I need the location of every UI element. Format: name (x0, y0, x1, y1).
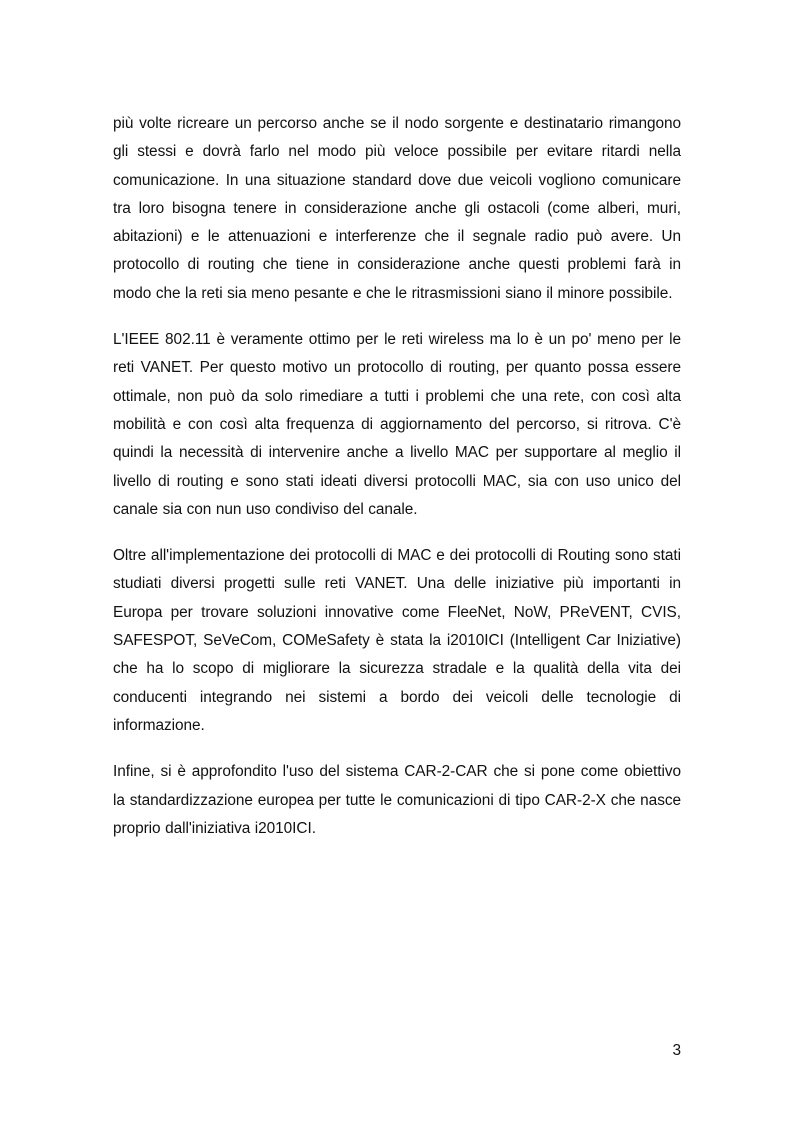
paragraph-3: Oltre all'implementazione dei protocolli di MAC e dei protocolli di Routing sono stati studiati diversi progetti sulle reti VANET. Una delle iniziative più importanti in Europa per trovare soluzioni innovative come FleeNet, NoW, PReVENT, CVIS, SAFESPOT, SeVeCom, COMeSafety è stata la i2010ICI (Intelligent Car Iniziative) che ha lo scopo di migliorare la sicurezza stradale e la qualità della vita dei conducenti integrando nei sistemi a bordo dei veicoli delle tecnologie di informazione. (113, 547, 681, 734)
paragraph-1: più volte ricreare un percorso anche se il nodo sorgente e destinatario rimangono gli stessi e dovrà farlo nel modo più veloce possibile per evitare ritardi nella comunicazione. In una situazione standard dove due veicoli vogliono comunicare tra loro bisogna tenere in considerazione anche gli ostacoli (come alberi, muri, abitazioni) e le attenuazioni e interferenze che il segnale radio può avere. Un protocollo di routing che tiene in considerazione anche questi problemi farà in modo che la reti sia meno pesante e che le ritrasmissioni siano il minore possibile. (113, 115, 681, 302)
paragraph-4: Infine, si è approfondito l'uso del sistema CAR-2-CAR che si pone come obiettivo la standardizzazione europea per tutte le comunicazioni di tipo CAR-2-X che nasce proprio dall'iniziativa i2010ICI. (113, 763, 681, 837)
paragraph-2: L'IEEE 802.11 è veramente ottimo per le reti wireless ma lo è un po' meno per le reti VANET. Per questo motivo un protocollo di routing, per quanto possa essere ottimale, non può da solo rimediare a tutti i problemi che una rete, con così alta mobilità e con così alta frequenza di aggiornamento del percorso, si ritrova. C'è quindi la necessità di intervenire anche a livello MAC per supportare al meglio il livello di routing e sono stati ideati diversi protocolli MAC, sia con uso unico del canale sia con nun uso condiviso del canale. (113, 331, 681, 518)
page-number: 3 (672, 1042, 681, 1059)
body-text (113, 110, 681, 861)
